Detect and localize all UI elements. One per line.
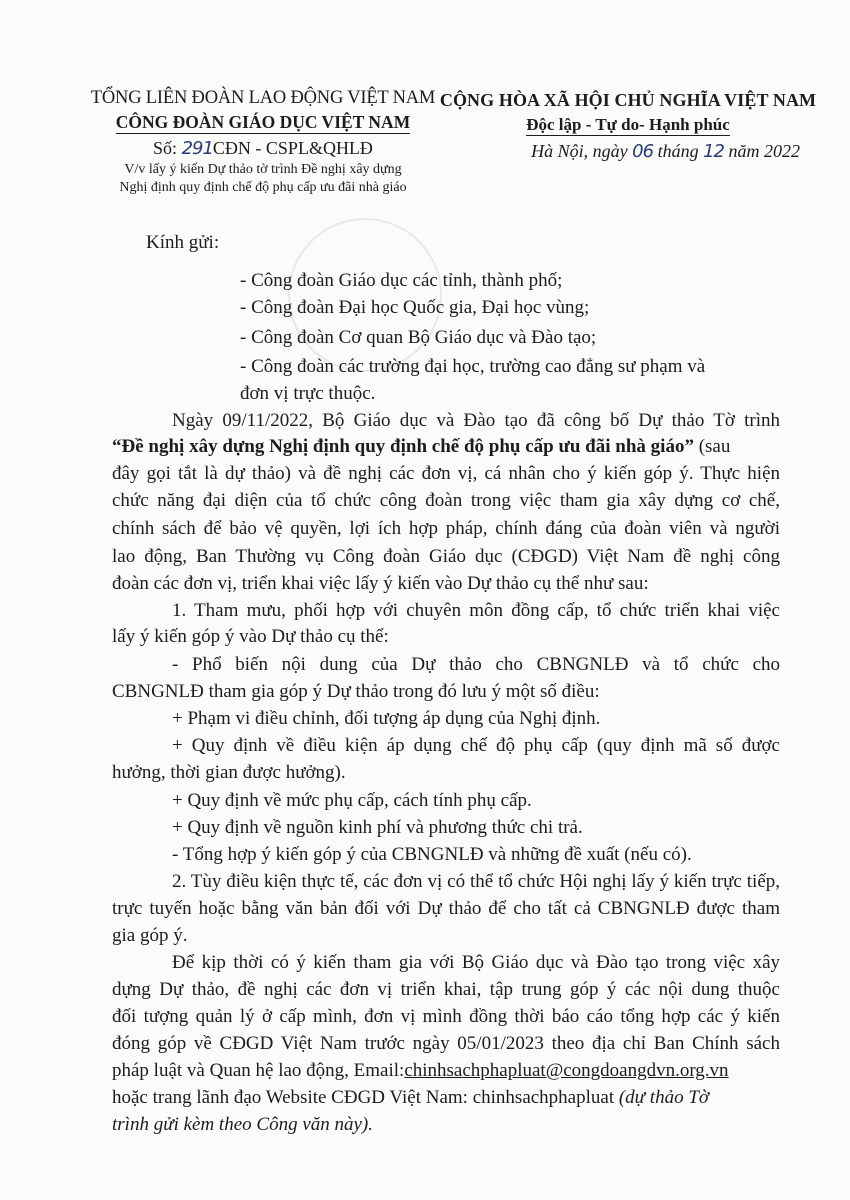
intro-line-2: “Đề nghị xây dựng Nghị định quy định chế độ phụ cấp ưu đãi nhà giáo” (sau	[112, 436, 731, 457]
intro-line-4: chức năng đại diện của tổ chức công đoàn trong việc tham gia xây dựng cơ chế,	[112, 490, 780, 511]
recipient-3: - Công đoàn Cơ quan Bộ Giáo dục và Đào tạo;	[240, 327, 597, 348]
org-name: CÔNG ĐOÀN GIÁO DỤC VIỆT NAM	[115, 112, 411, 132]
closing-line-2: dựng Dự thảo, đề nghị các đơn vị triển khai, tập trung góp ý các nội dung thuộc	[112, 979, 780, 1000]
org-parent: TỔNG LIÊN ĐOÀN LAO ĐỘNG VIỆT NAM	[90, 88, 436, 108]
nation-title: CỘNG HÒA XÃ HỘI CHỦ NGHĨA VIỆT NAM	[439, 90, 817, 110]
draft-title: “Đề nghị xây dựng Nghị định quy định chế độ phụ cấp ưu đãi nhà giáo”	[112, 436, 694, 457]
point-2-line-1: 2. Tùy điều kiện thực tế, các đơn vị có thể tổ chức Hội nghị lấy ý kiến trực tiếp,	[172, 871, 780, 892]
point-1e: + Quy định về nguồn kinh phí và phương thức chi trả.	[172, 817, 583, 838]
closing-line-7: trình gửi kèm theo Công văn này).	[112, 1114, 374, 1135]
header-right	[438, 90, 818, 162]
point-1a-line-1: - Phổ biến nội dung của Dự thảo cho CBNGNLĐ và tổ chức cho	[172, 654, 780, 675]
handwritten-number: 291	[181, 138, 213, 159]
point-2-line-3: gia góp ý.	[112, 925, 188, 946]
point-1-line-1: 1. Tham mưu, phối hợp với chuyên môn đồng cấp, tổ chức triển khai việc	[172, 600, 780, 621]
salutation: Kính gửi:	[146, 232, 220, 253]
closing-line-4: đóng góp về CĐGD Việt Nam trước ngày 05/01/2023 theo địa chỉ Ban Chính sách	[112, 1033, 780, 1054]
point-1b: + Phạm vi điều chỉnh, đối tượng áp dụng của Nghị định.	[172, 708, 601, 729]
intro-line-7: đoàn các đơn vị, triển khai việc lấy ý kiến vào Dự thảo cụ thể như sau:	[112, 573, 649, 594]
national-motto: Độc lập - Tự do- Hạnh phúc	[526, 115, 730, 134]
point-1c-line-2: hưởng, thời gian được hưởng).	[112, 762, 346, 783]
closing-line-5: pháp luật và Quan hệ lao động, Email:chinhsachphapluat@congdoangdvn.org.vn	[112, 1060, 729, 1081]
subject-line-2: Nghị định quy định chế độ phụ cấp ưu đãi nhà giáo	[119, 180, 407, 195]
contact-email[interactable]: chinhsachphapluat@congdoangdvn.org.vn	[404, 1060, 729, 1081]
point-2-line-2: trực tuyến hoặc bằng văn bản đối với Dự thảo để cho tất cả CBNGNLĐ được tham	[112, 898, 780, 919]
recipient-5: đơn vị trực thuộc.	[240, 383, 376, 404]
point-1f: - Tổng hợp ý kiến góp ý của CBNGNLĐ và những đề xuất (nếu có).	[172, 844, 692, 865]
recipient-2: - Công đoàn Đại học Quốc gia, Đại học vùng;	[240, 297, 590, 318]
closing-line-6: hoặc trang lãnh đạo Website CĐGD Việt Nam: chinhsachphapluat (dự thảo Tờ	[112, 1087, 710, 1108]
recipient-1: - Công đoàn Giáo dục các tỉnh, thành phố;	[240, 270, 563, 291]
header-left	[88, 86, 438, 197]
closing-line-3: đối tượng quản lý ở cấp mình, đơn vị mình đồng thời báo cáo tổng hợp các ý kiến	[112, 1006, 780, 1027]
handwritten-month: 12	[703, 141, 724, 162]
point-1d: + Quy định về mức phụ cấp, cách tính phụ cấp.	[172, 790, 532, 811]
point-1-line-2: lấy ý kiến góp ý vào Dự thảo cụ thể:	[112, 626, 389, 647]
handwritten-day: 06	[632, 141, 654, 162]
intro-line-6: lao động, Ban Thường vụ Công đoàn Giáo dục (CĐGD) Việt Nam đề nghị công	[112, 546, 780, 567]
point-1a-line-2: CBNGNLĐ tham gia góp ý Dự thảo trong đó lưu ý một số điều:	[112, 681, 600, 702]
intro-line-5: chính sách để bảo vệ quyền, lợi ích hợp pháp, chính đáng của đoàn viên và người	[112, 518, 780, 539]
intro-line-1: Ngày 09/11/2022, Bộ Giáo dục và Đào tạo đã công bố Dự thảo Tờ trình	[172, 410, 780, 431]
intro-line-3: đây gọi tắt là dự thảo) và đề nghị các đơn vị, cá nhân cho ý kiến góp ý. Thực hiện	[112, 463, 780, 484]
closing-line-1: Để kịp thời có ý kiến tham gia với Bộ Giáo dục và Đào tạo trong việc xây	[172, 952, 780, 973]
recipient-4: - Công đoàn các trường đại học, trường cao đẳng sư phạm và	[240, 356, 706, 377]
document-number: Số: 291CĐN - CSPL&QHLĐ	[153, 138, 373, 159]
issue-date: Hà Nội, ngày 06 tháng 12 năm 2022	[531, 141, 800, 162]
point-1c-line-1: + Quy định về điều kiện áp dụng chế độ phụ cấp (quy định mã số được	[172, 735, 780, 756]
subject-line-1: V/v lấy ý kiến Dự thảo tờ trình Đề nghị xây dựng	[124, 162, 402, 177]
